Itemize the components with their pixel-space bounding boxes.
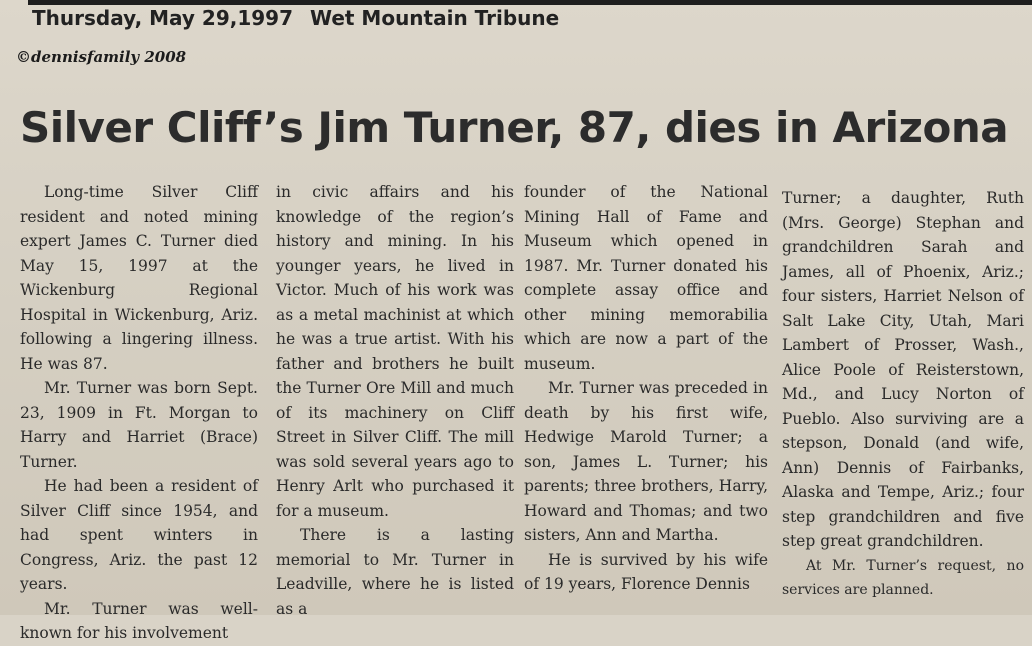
- copyright-watermark: ©dennisfamily 2008: [16, 48, 187, 66]
- article-column-2: [276, 180, 514, 621]
- issue-date: Thursday, May 29,1997: [32, 6, 294, 30]
- article-column-3: [524, 180, 768, 597]
- paragraph: in civic affairs and his knowledge of the region’s history and mining. In his younger years, he lived in Victor. Much of his work was as a metal machinist at which he was a true artist. With his father and brothers he built the Turner Ore Mill and much of its machinery on Cliff Street in Silver Cliff. The mill was sold several years ago to Henry Arlt who purchased it for a museum.: [276, 183, 514, 520]
- paragraph: Mr. Turner was born Sept. 23, 1909 in Ft. Morgan to Harry and Harriet (Brace) Turner.: [20, 379, 258, 471]
- headline: Silver Cliff’s Jim Turner, 87, dies in Arizona: [20, 103, 1009, 152]
- dateline: [32, 6, 559, 30]
- paragraph: Turner; a daughter, Ruth (Mrs. George) Stephan and grandchildren Sarah and James, all of Phoenix, Ariz.; four sisters, Harriet Nelson of Salt Lake City, Utah, Mari Lambert of Prosser, Wash., Alice Poole of Reisterstown, Md., and Lucy Norton of Pueblo. Also surviving are a stepson, Donald (and wife, Ann) Dennis of Fairbanks, Alaska and Tempe, Ariz.; four step grandchildren and five step great grandchildren.: [782, 189, 1024, 550]
- top-rule: [28, 0, 1032, 5]
- paragraph: Mr. Turner was well-known for his involvement: [20, 599, 258, 642]
- paragraph: He is survived by his wife of 19 years, Florence Dennis: [524, 550, 768, 593]
- paragraph: At Mr. Turner’s request, no services are planned.: [782, 557, 1024, 598]
- paragraph: founder of the National Mining Hall of Fame and Museum which opened in 1987. Mr. Turner donated his complete assay office and other mining memorabilia which are now a part of the museum.: [524, 183, 768, 373]
- paragraph: Long-time Silver Cliff resident and noted mining expert James C. Turner died May 15, 1997 at the Wickenburg Regional Hospital in Wickenburg, Ariz. following a lingering illness. He was 87.: [20, 183, 258, 373]
- article-column-1: [20, 180, 258, 646]
- paragraph: Mr. Turner was preceded in death by his first wife, Hedwige Marold Turner; a son, James L. Turner; his parents; three brothers, Harry, Howard and Thomas; and two sisters, Ann and Martha.: [524, 379, 768, 544]
- article-column-4: [782, 186, 1024, 603]
- paragraph: There is a lasting memorial to Mr. Turner in Leadville, where he is listed as a: [276, 526, 514, 618]
- paragraph: He had been a resident of Silver Cliff since 1954, and had spent winters in Congress, Ariz. the past 12 years.: [20, 477, 258, 593]
- newspaper-name: Wet Mountain Tribune: [309, 6, 560, 30]
